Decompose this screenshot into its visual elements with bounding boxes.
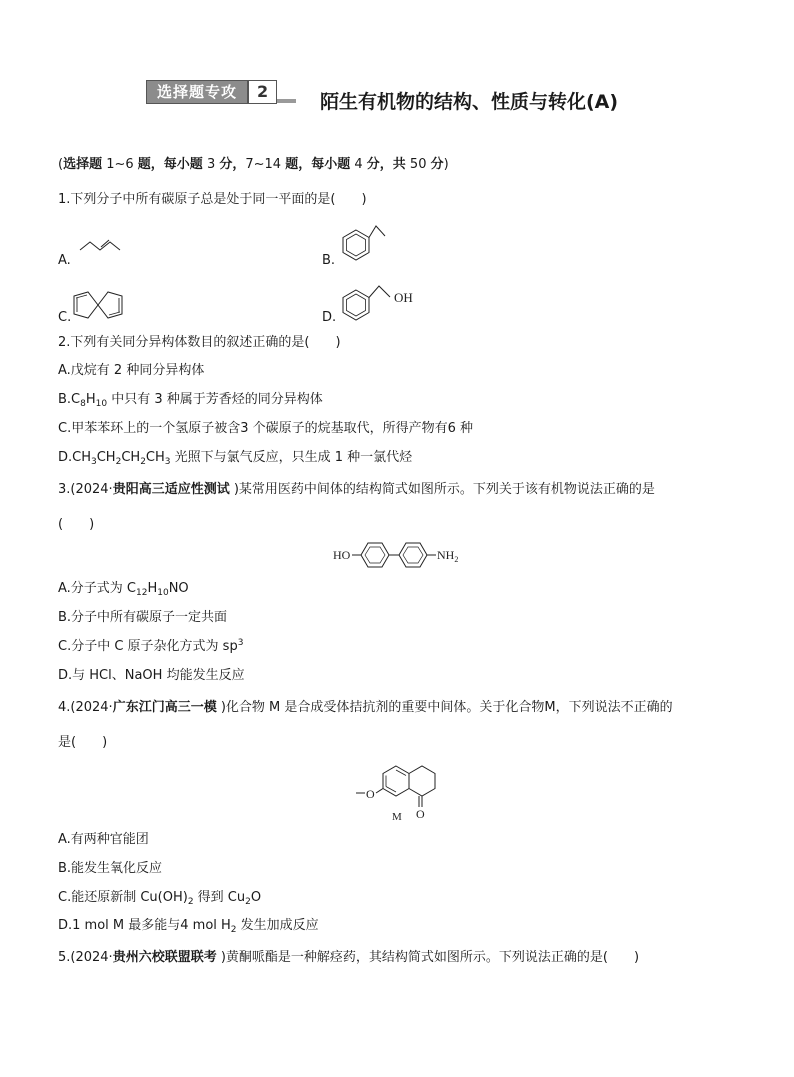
q4-ether-oxygen: O xyxy=(366,787,375,801)
q1-option-c-structure xyxy=(68,288,128,322)
page-title: 陌生有机物的结构、性质与转化(A) xyxy=(320,91,619,113)
q4-carbonyl-oxygen: O xyxy=(416,807,425,821)
q4-structure xyxy=(352,758,442,824)
q3-option-d: D.与 HCl、NaOH 均能发生反应 xyxy=(58,668,245,683)
instructions: (选择题 1~6 题，每小题 3 分，7~14 题，每小题 4 分，共 50 分) xyxy=(58,157,449,172)
q4-option-d: D.1 mol M 最多能与4 mol $H_2$ 发生加成反应 xyxy=(58,918,319,935)
q2-option-a: A.戊烷有 2 种同分异构体 xyxy=(58,363,205,378)
q2-option-c: C.甲苯苯环上的一个氢原子被含3 个碳原子的烷基取代，所得产物有6 种 xyxy=(58,421,474,436)
q3-option-c: C.分子中 C 原子杂化方式为 $sp^3$ xyxy=(58,638,244,654)
q5-source: 贵州六校联盟联考 xyxy=(112,950,217,965)
section-badge xyxy=(146,80,277,104)
q1-option-d-structure xyxy=(338,280,428,326)
q4-compound-label: M xyxy=(392,811,402,823)
q3-structure xyxy=(330,538,470,572)
q4-source: 广东江门高三一模 xyxy=(112,700,217,715)
q3-hydroxyl: HO xyxy=(333,548,351,562)
q1-option-a-label: A. xyxy=(58,253,71,268)
q3-option-b: B.分子中所有碳原子一定共面 xyxy=(58,610,228,625)
q2-option-d: $D.CH_3CH_2CH_2CH_3$ 光照下与氯气反应，只生成 1 种一氯代烃 xyxy=(58,450,413,467)
q1-stem: 1.下列分子中所有碳原子总是处于同一平面的是( ) xyxy=(58,192,367,207)
q3-stem: 3.(2024·贵阳高三适应性测试 )某常用医药中间体的结构简式如图所示。下列关于该有机物说法正确的是 xyxy=(58,482,655,497)
q4-stem: 4.(2024·广东江门高三一模 )化合物 M 是合成受体拮抗剂的重要中间体。关于化合物M，下列说法不正确的 xyxy=(58,700,673,715)
q3-answer-paren: ( ) xyxy=(58,517,95,532)
q4-stem-cont: 是( ) xyxy=(58,735,108,750)
q1-option-a-structure xyxy=(78,236,124,258)
q3-source: 贵阳高三适应性测试 xyxy=(112,482,230,497)
q1-option-b-structure xyxy=(338,222,388,268)
badge-label: 选择题专攻 xyxy=(147,81,247,103)
q1-option-d-label: D. xyxy=(322,310,337,325)
q5-stem: 5.(2024·贵州六校联盟联考 )黄酮哌酯是一种解痉药，其结构简式如图所示。下列说法正确的是( ) xyxy=(58,950,640,965)
q1-option-c-label: C. xyxy=(58,310,72,325)
q3-option-a: A.分子式为 $C_{12}H_{10}NO$ xyxy=(58,581,189,598)
q1-option-d-hydroxyl: OH xyxy=(394,290,413,305)
q3-amino: $NH_2$ xyxy=(437,548,459,564)
q4-option-c: C.能还原新制 $Cu(OH)_2$ 得到 $Cu_2O$ xyxy=(58,890,262,907)
badge-number: 2 xyxy=(247,81,276,103)
q1-option-b-label: B. xyxy=(322,253,336,268)
q4-option-a: A.有两种官能团 xyxy=(58,832,149,847)
q4-option-b: B.能发生氧化反应 xyxy=(58,861,163,876)
q2-stem: 2.下列有关同分异构体数目的叙述正确的是( ) xyxy=(58,335,341,350)
q2-option-b: $B.C_8H_{10}$ 中只有 3 种属于芳香烃的同分异构体 xyxy=(58,392,323,409)
